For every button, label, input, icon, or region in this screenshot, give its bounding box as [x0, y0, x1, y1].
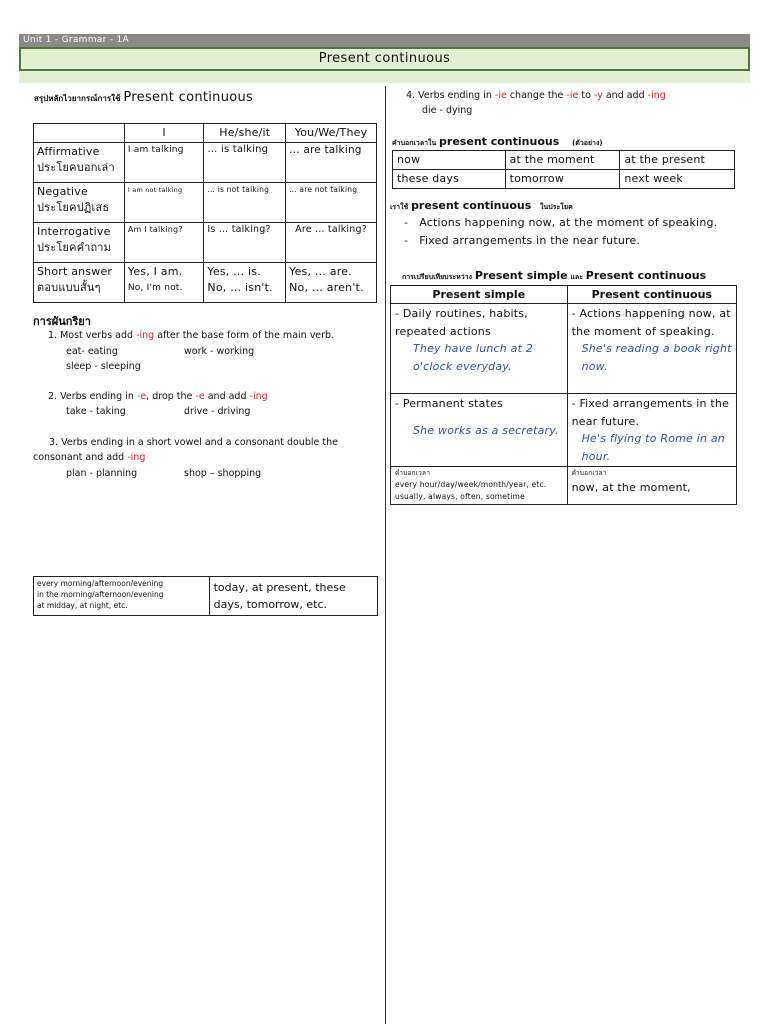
- answer-no: No, … isn't.: [207, 281, 273, 294]
- rule-suffix: -e: [195, 391, 205, 402]
- summary-heading: [34, 90, 253, 105]
- heading-thai: คำบอกเวลาใน: [392, 139, 437, 147]
- page-title: [19, 47, 750, 71]
- time-words-table: [392, 150, 735, 189]
- heading-en: present continuous: [439, 135, 560, 148]
- rule-suffix: -ing: [136, 330, 155, 341]
- table-cell: Are … talking?: [286, 223, 377, 263]
- answer-yes: Yes, … are.: [289, 265, 352, 278]
- label-en: Interrogative: [37, 225, 111, 238]
- rule-suffix: -ing: [647, 90, 666, 101]
- rule-text: , drop the: [146, 391, 196, 402]
- time-words-heading: [392, 135, 603, 149]
- heading-thai: เราใช้: [390, 203, 409, 211]
- time-expressions: now, at the moment,: [571, 481, 691, 494]
- list-item-text: Actions happening now, at the moment of speaking.: [419, 216, 718, 229]
- table-cell: [124, 263, 204, 303]
- heading-thai: ในประโยค: [540, 203, 573, 211]
- table-cell: [286, 263, 377, 303]
- example: sleep - sleeping: [66, 361, 141, 372]
- time-expressions: every hour/day/week/month/year, etc. usually, always, often, sometime: [395, 480, 547, 501]
- table-row: [34, 223, 377, 263]
- row-label: [34, 263, 125, 303]
- row-label: [34, 143, 125, 183]
- answer-yes: Yes, … is.: [207, 265, 261, 278]
- table-cell: … are talking: [286, 143, 377, 183]
- example-sentence: She's reading a book right now.: [581, 342, 732, 373]
- table-cell: these days: [393, 170, 506, 189]
- example: shop – shopping: [184, 468, 262, 479]
- unit-bar: [19, 34, 750, 47]
- rule-suffix: -ing: [127, 452, 146, 463]
- row-label: [34, 183, 125, 223]
- rule-text: to: [578, 90, 594, 101]
- example: eat- eating: [66, 346, 118, 357]
- spelling-title: การผันกริยา: [33, 315, 91, 328]
- compare-table: [390, 285, 737, 505]
- rule-text: change the: [506, 90, 567, 101]
- label-th: ประโยคปฏิเสธ: [37, 201, 110, 214]
- column-divider: [385, 86, 386, 1024]
- table-row: [34, 143, 377, 183]
- header-you-we-they: You/We/They: [286, 124, 377, 143]
- usage-text: - Actions happening now, at the moment of speaking.: [571, 307, 731, 338]
- list-item: - Actions happening now, at the moment of speaking.: [404, 216, 718, 229]
- answer-no: No, … aren't.: [289, 281, 364, 294]
- example: plan - planning: [66, 468, 138, 479]
- rule-suffix: -ie: [566, 90, 579, 101]
- heading-en: Present simple: [474, 269, 568, 282]
- table-cell: today, at present, these days, tomorrow, etc.: [209, 577, 377, 616]
- conjugation-table: [33, 123, 377, 303]
- table-cell: [391, 394, 568, 467]
- row-label: [34, 223, 125, 263]
- spelling-rule-4: [406, 88, 666, 118]
- table-cell: at the moment: [505, 151, 620, 170]
- usage-text: - Fixed arrangements in the near future.: [571, 397, 730, 428]
- rule-text: 2. Verbs ending in: [48, 391, 137, 402]
- example-sentence: They have lunch at 2 o'clock everyday.: [413, 342, 534, 373]
- uses-list: [404, 214, 717, 250]
- table-cell: … is talking: [204, 143, 286, 183]
- rule-suffix: -e: [136, 391, 147, 402]
- header-present-continuous: Present continuous: [567, 286, 736, 304]
- spelling-rule-3: [33, 435, 378, 465]
- rule-text: and add: [602, 90, 648, 101]
- label-en: Affirmative: [37, 145, 100, 158]
- compare-heading: [402, 269, 706, 283]
- rule-text: after the base form of the main verb.: [154, 330, 335, 341]
- label-en: Short answer: [37, 265, 113, 278]
- rule-text: and add: [204, 391, 250, 402]
- table-cell: … is not talking: [204, 183, 286, 223]
- heading-thai: และ: [570, 273, 583, 281]
- example: drive - driving: [184, 406, 251, 417]
- heading-en: Present continuous: [585, 269, 707, 282]
- table-cell: [204, 263, 286, 303]
- rule-text: 3. Verbs ending in a short vowel and a consonant double the: [49, 437, 339, 448]
- rule-suffix: -ing: [249, 391, 268, 402]
- header-he-she-it: He/she/it: [204, 124, 286, 143]
- title-underline: [19, 71, 750, 83]
- rule-suffix: -y: [593, 90, 603, 101]
- table-cell: … are not talking: [286, 183, 377, 223]
- table-cell: at the present: [620, 151, 735, 170]
- example: die - dying: [422, 105, 473, 116]
- answer-no: No, I'm not.: [127, 283, 183, 293]
- page-title-text: Present continuous: [318, 51, 451, 66]
- example-sentence: She works as a secretary.: [413, 423, 559, 437]
- summary-thai: สรุปหลักไวยากรณ์การใช้: [34, 94, 121, 103]
- table-cell: [34, 577, 210, 616]
- time-label-thai: คำบอกเวลา: [395, 469, 431, 477]
- spelling-rule-2: [32, 389, 268, 404]
- table-cell: next week: [620, 170, 735, 189]
- time-expression: in the morning/afternoon/evening: [37, 590, 164, 599]
- header-present-simple: Present simple: [391, 286, 568, 304]
- rule-text: consonant and add: [33, 452, 128, 463]
- time-expression: at midday, at night, etc.: [37, 601, 128, 610]
- table-cell: [391, 467, 568, 505]
- table-row: [391, 286, 737, 304]
- table-cell: I am not talking: [124, 183, 204, 223]
- time-expression: every morning/afternoon/evening: [37, 579, 164, 588]
- label-en: Negative: [37, 185, 88, 198]
- heading-en: present continuous: [411, 199, 532, 212]
- list-item: - Fixed arrangements in the near future.: [404, 234, 641, 247]
- table-cell: [567, 304, 736, 394]
- label-th: ตอบแบบสั้นๆ: [37, 281, 101, 294]
- table-row: [34, 183, 377, 223]
- table-row: [34, 263, 377, 303]
- label-th: ประโยคคำถาม: [37, 241, 112, 254]
- uses-heading: [390, 199, 573, 213]
- table-cell: Am I talking?: [124, 223, 204, 263]
- table-row: [34, 577, 378, 616]
- table-cell: now: [393, 151, 506, 170]
- table-cell: [391, 304, 568, 394]
- table-row: [391, 467, 737, 505]
- usage-text: - Permanent states: [395, 397, 503, 410]
- table-cell: [567, 467, 736, 505]
- summary-topic: Present continuous: [123, 90, 254, 105]
- rule-text: 1. Most verbs add: [48, 330, 137, 341]
- heading-paren: (ตัวอย่าง): [572, 139, 603, 147]
- unit-label: Unit 1 - Grammar - 1A: [23, 35, 129, 45]
- usage-text: - Daily routines, habits, repeated actions: [395, 307, 528, 338]
- list-item-text: Fixed arrangements in the near future.: [419, 234, 641, 247]
- time-label-thai: คำบอกเวลา: [571, 469, 607, 477]
- rule-text: 4. Verbs ending in: [406, 90, 495, 101]
- table-cell: [567, 394, 736, 467]
- example-sentence: He's flying to Rome in an hour.: [581, 432, 725, 463]
- example: take - taking: [66, 406, 126, 417]
- table-cell: [34, 124, 125, 143]
- time-expressions-continued: [33, 576, 378, 616]
- table-cell: Is … talking?: [204, 223, 286, 263]
- example: work - working: [184, 346, 255, 357]
- rule-suffix: -ie: [494, 90, 507, 101]
- table-cell: tomorrow: [505, 170, 620, 189]
- heading-thai: การเปรียบเทียบระหว่าง: [402, 273, 473, 281]
- table-row: [391, 394, 737, 467]
- header-i: I: [124, 124, 204, 143]
- table-cell: I am talking: [124, 143, 204, 183]
- label-th: ประโยคบอกเล่า: [37, 161, 115, 174]
- table-row: [393, 151, 735, 170]
- table-row: [393, 170, 735, 189]
- table-row: [391, 304, 737, 394]
- table-row: [34, 124, 377, 143]
- answer-yes: Yes, I am.: [127, 265, 183, 278]
- spelling-rule-1: [32, 328, 334, 343]
